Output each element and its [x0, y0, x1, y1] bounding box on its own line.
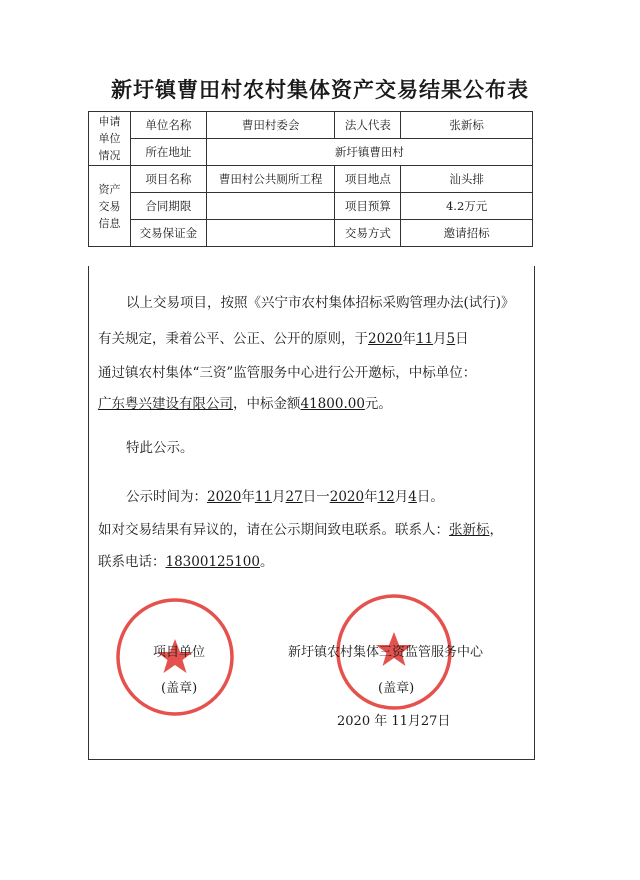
body-line-2: 有关规定，秉着公平、公正、公开的原则，于2020年11月5日	[98, 331, 469, 347]
address-value: 新圩镇曹田村	[206, 139, 532, 166]
winner-name: 广东粤兴建设有限公司	[98, 396, 233, 412]
left-unit-label: 项目单位	[153, 645, 206, 660]
project-name-label: 项目名称	[130, 166, 206, 193]
project-location-value: 汕头排	[401, 166, 533, 193]
contact-phone: 18300125100	[165, 554, 260, 570]
method-label: 交易方式	[335, 220, 401, 247]
body-line-4: 广东粤兴建设有限公司，中标金额41800.00元。	[98, 396, 392, 412]
info-table	[88, 111, 533, 247]
unit-name-label: 单位名称	[130, 112, 206, 139]
method-value: 邀请招标	[401, 220, 533, 247]
left-seal-label: (盖章)	[161, 681, 198, 696]
project-location-label: 项目地点	[335, 166, 401, 193]
award-month: 11	[415, 331, 434, 347]
right-unit-label: 新圩镇农村集体三资监管服务中心	[288, 645, 484, 660]
applicant-section-label: 申请 单位 情况	[89, 112, 131, 166]
contract-period-label: 合同期限	[130, 193, 206, 220]
project-name-value: 曹田村公共厕所工程	[206, 166, 335, 193]
deposit-value	[206, 220, 335, 247]
unit-name-value: 曹田村委会	[206, 112, 335, 139]
notice-text: 特此公示。	[126, 440, 194, 456]
page-title: 新圩镇曹田村农村集体资产交易结果公布表	[111, 77, 529, 102]
contact-name: 张新标	[449, 522, 490, 538]
award-day: 5	[446, 331, 456, 347]
budget-value: 4.2万元	[401, 193, 533, 220]
asset-section-label: 资产 交易 信息	[89, 166, 131, 247]
phone-line: 联系电话：18300125100。	[98, 554, 274, 570]
budget-label: 项目预算	[335, 193, 401, 220]
body-line-1: 以上交易项目，按照《兴宁市农村集体招标采购管理办法(试行)》	[126, 295, 515, 311]
winning-amount: 41800.00	[300, 396, 365, 412]
deposit-label: 交易保证金	[130, 220, 206, 247]
legal-rep-value: 张新标	[401, 112, 533, 139]
sign-date: 2020 年 11月27日	[337, 714, 451, 729]
period-line: 公示时间为：2020年11月27日一2020年12月4日。	[126, 489, 444, 505]
award-year: 2020	[368, 331, 403, 347]
right-seal-label: (盖章)	[378, 681, 415, 696]
legal-rep-label: 法人代表	[335, 112, 401, 139]
objection-line: 如对交易结果有异议的，请在公示期间致电联系。联系人：张新标，	[98, 522, 503, 538]
address-label: 所在地址	[130, 139, 206, 166]
body-line-3: 通过镇农村集体“三资”监管服务中心进行公开邀标，中标单位：	[98, 365, 477, 381]
contract-period-value	[206, 193, 335, 220]
